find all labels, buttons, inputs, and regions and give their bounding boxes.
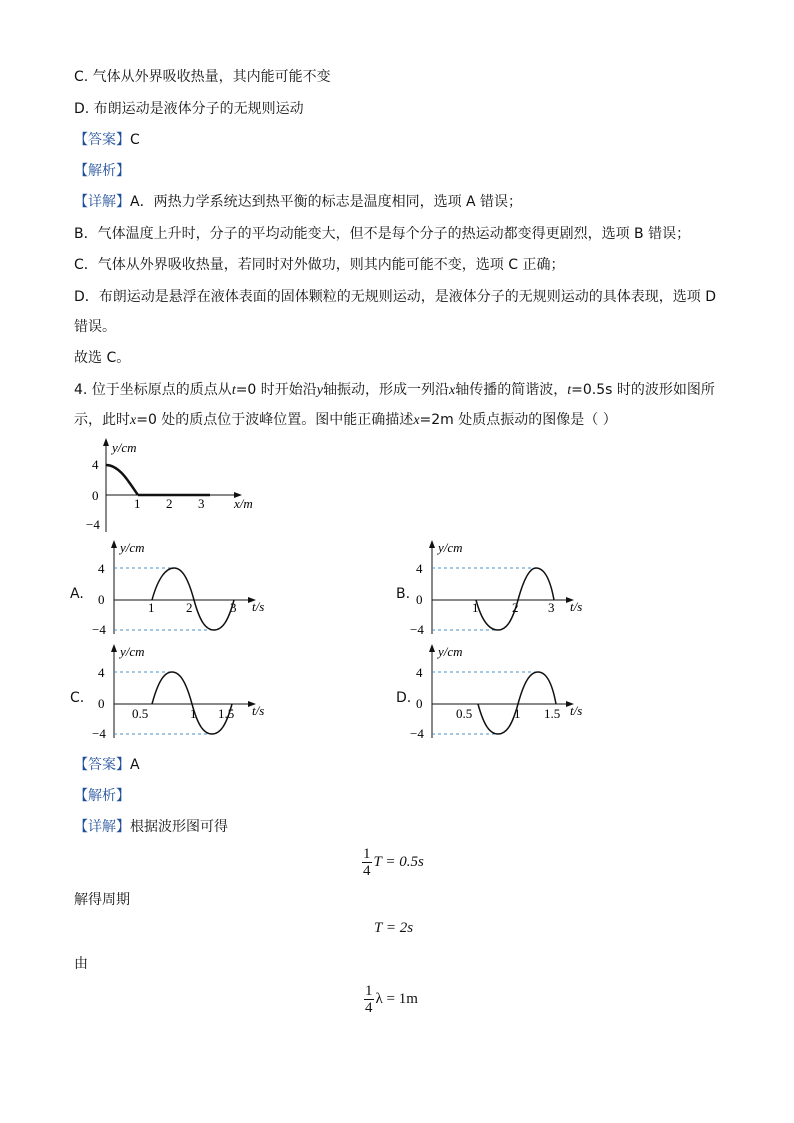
x-tick: 3 <box>198 496 205 511</box>
q4-number: 4. <box>74 382 88 398</box>
t-axis-label: t/s <box>570 703 583 718</box>
equation-rest: T = 0.5s <box>373 853 424 870</box>
y-axis-label: y/cm <box>120 644 145 659</box>
t-axis-label: t/s <box>570 599 583 614</box>
detail-d1-prev: D．布朗运动是悬浮在液体表面的固体颗粒的无规则运动，是液体分子的无规则运动的具体表现，选项 D <box>74 289 717 305</box>
t-tick: 0.5 <box>456 706 473 721</box>
option-d-prev: D. 布朗运动是液体分子的无规则运动 <box>74 101 304 117</box>
graph-option-b <box>406 538 606 636</box>
y-axis-arrow <box>111 540 117 548</box>
y-axis-arrow <box>429 540 435 548</box>
option-b-label: B. <box>396 586 411 602</box>
detail-b-prev: B．气体温度上升时，分子的平均动能变大，但不是每个分子的热运动都变得更剧烈，选项 B 错误； <box>74 226 691 242</box>
t-tick: 1 <box>148 600 155 615</box>
y-tick: 4 <box>416 665 423 680</box>
q4-var-x: x <box>449 383 456 398</box>
analysis-tag-prev: 【解析】 <box>74 163 130 179</box>
q4-text: 示，此时 <box>74 412 130 428</box>
y-axis-arrow <box>429 644 435 652</box>
q4-text: =0.5s 时的波形如图所 <box>571 382 715 398</box>
option-c-label: C. <box>70 690 85 706</box>
y-tick: 0 <box>98 592 105 607</box>
fraction <box>364 983 374 1016</box>
graph-option-d <box>406 642 606 740</box>
y-tick: −4 <box>86 517 100 532</box>
y-axis-arrow <box>103 438 109 446</box>
y-tick: 4 <box>416 561 423 576</box>
q4-line2 <box>74 411 617 430</box>
y-axis-label: y/cm <box>120 540 145 555</box>
y-tick: −4 <box>92 622 106 636</box>
detail-a-text: A．两热力学系统达到热平衡的标志是温度相同，选项 A 错误； <box>130 194 523 210</box>
q4-line1 <box>74 381 715 400</box>
option-a-label: A. <box>70 586 84 602</box>
x-axis-label: x/m <box>234 496 253 511</box>
y-tick: 4 <box>98 665 105 680</box>
option-d-label: D. <box>396 690 412 706</box>
solve-line: 解得周期 <box>74 892 130 908</box>
q4-var-x: x <box>130 413 137 428</box>
equation-period: T = 2s <box>374 920 414 936</box>
detail-a-prev <box>74 193 522 211</box>
q4-text: =0 处的质点位于波峰位置。图中能正确描述 <box>136 412 414 428</box>
equation-rest: λ = 1m <box>375 990 418 1007</box>
q4-text: =0 时开始沿 <box>235 382 317 398</box>
t-axis-label: t/s <box>252 599 265 614</box>
y-tick: 4 <box>92 457 99 472</box>
sine-curve <box>476 568 554 630</box>
y-axis-arrow <box>111 644 117 652</box>
t-axis-label: t/s <box>252 703 265 718</box>
y-tick: 0 <box>92 488 99 503</box>
y-tick: 4 <box>98 561 105 576</box>
y-axis-label: y/cm <box>112 440 137 455</box>
y-axis-label: y/cm <box>438 540 463 555</box>
y-axis-label: y/cm <box>438 644 463 659</box>
t-tick: 0.5 <box>132 706 149 721</box>
answer-prev <box>74 131 140 149</box>
answer-tag: 【答案】 <box>74 132 130 148</box>
detail-d2-prev: 错误。 <box>74 319 116 335</box>
q4-text: 位于坐标原点的质点从 <box>91 382 232 398</box>
q4-text: 轴传播的简谐波， <box>455 382 568 398</box>
q4-var-t: t <box>231 383 236 398</box>
equation-wavelength <box>364 983 418 1016</box>
sine-curve <box>152 568 234 630</box>
y-tick: 0 <box>416 592 423 607</box>
sine-curve <box>152 672 235 734</box>
t-tick: 2 <box>186 600 193 615</box>
conclusion-prev: 故选 C。 <box>74 350 131 366</box>
answer-tag: 【答案】 <box>74 757 130 773</box>
from-line: 由 <box>74 956 88 972</box>
t-tick: 1.5 <box>544 706 561 721</box>
analysis-tag: 【解析】 <box>74 788 130 804</box>
answer-value: C <box>130 132 140 148</box>
q4-text: =2m 处质点振动的图像是（ ） <box>419 412 617 428</box>
detail-tag: 【详解】 <box>74 819 130 835</box>
y-tick: −4 <box>92 726 106 740</box>
fraction-num: 1 <box>363 846 371 862</box>
equation-period-quarter <box>362 846 424 879</box>
y-tick: 0 <box>98 696 105 711</box>
detail-intro <box>74 818 228 836</box>
q4-var-y: y <box>316 383 324 398</box>
answer-value: A <box>130 757 140 773</box>
fraction-den: 4 <box>363 863 371 879</box>
sine-curve <box>478 672 556 734</box>
q4-var-t: t <box>567 383 572 398</box>
t-tick: 3 <box>548 600 555 615</box>
wave-figure <box>84 436 264 536</box>
t-tick: 1 <box>190 706 197 721</box>
y-tick: −4 <box>410 622 424 636</box>
x-tick: 2 <box>166 496 173 511</box>
t-tick: 1 <box>472 600 479 615</box>
graph-option-a <box>88 538 288 636</box>
y-tick: 0 <box>416 696 423 711</box>
q4-text: 轴振动，形成一列沿 <box>323 382 450 398</box>
answer-line <box>74 756 140 774</box>
fraction-den: 4 <box>365 1000 373 1016</box>
q4-var-x: x <box>413 413 420 428</box>
wave-curve <box>106 465 138 495</box>
t-tick: 3 <box>230 600 237 615</box>
graph-option-c <box>88 642 288 740</box>
fraction <box>362 846 372 879</box>
detail-tag: 【详解】 <box>74 194 130 210</box>
fraction-num: 1 <box>365 983 373 999</box>
detail-intro-text: 根据波形图可得 <box>130 819 228 835</box>
detail-c-prev: C．气体从外界吸收热量，若同时对外做功，则其内能可能不变，选项 C 正确； <box>74 257 565 273</box>
option-c-prev: C. 气体从外界吸收热量，其内能可能不变 <box>74 69 331 85</box>
t-tick: 2 <box>512 600 519 615</box>
t-tick: 1.5 <box>218 706 235 721</box>
y-tick: −4 <box>410 726 424 740</box>
t-tick: 1 <box>514 706 521 721</box>
x-tick: 1 <box>134 496 141 511</box>
